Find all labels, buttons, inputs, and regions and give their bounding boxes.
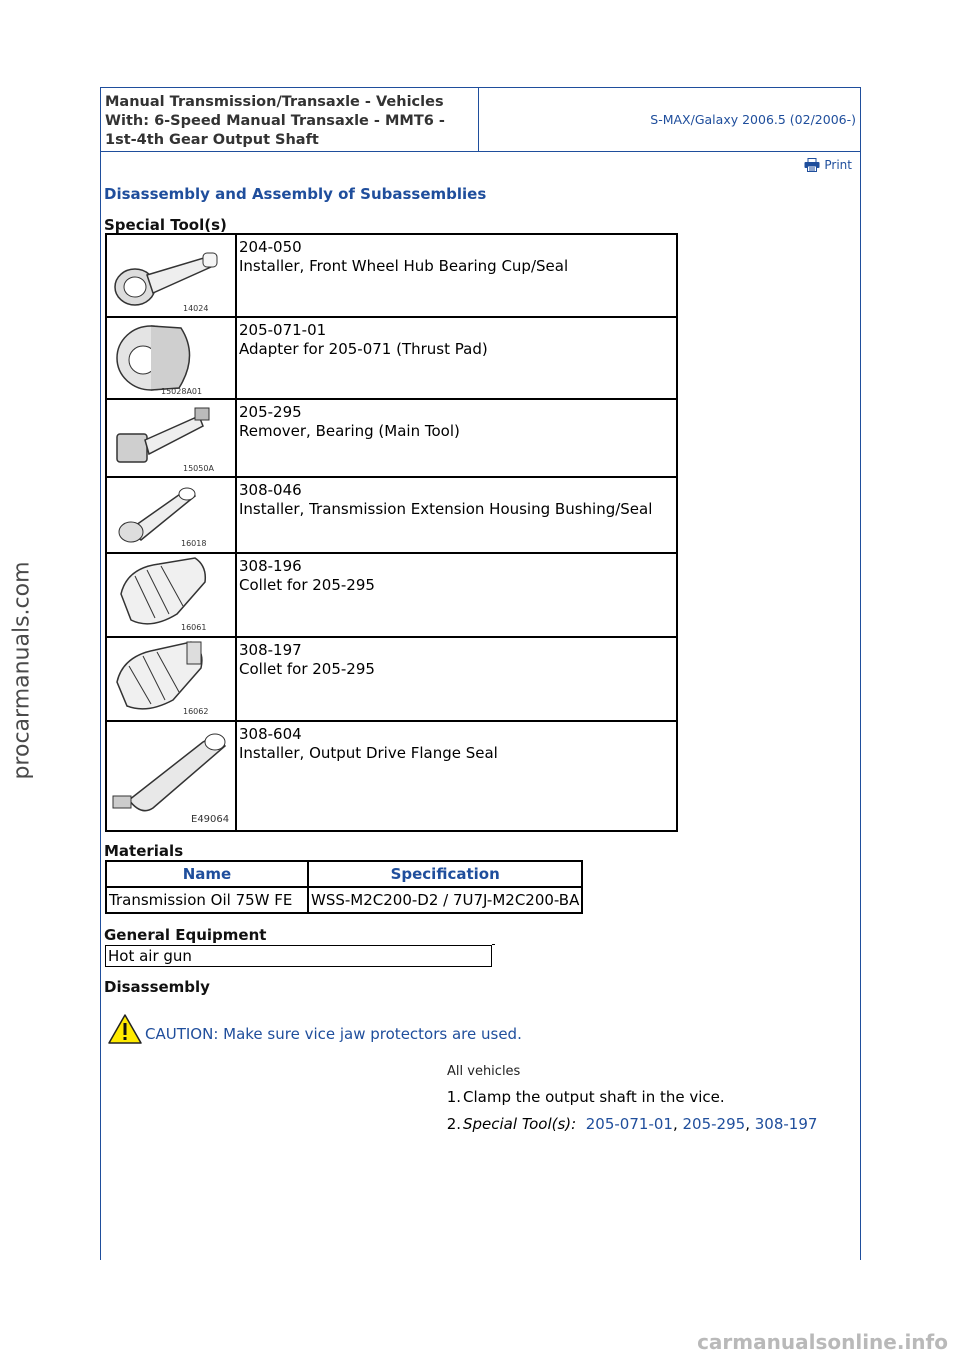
side-watermark bbox=[2, 560, 42, 780]
tool-description: Installer, Front Wheel Hub Bearing Cup/Seal bbox=[239, 257, 569, 275]
tool-number: 308-604 bbox=[239, 725, 302, 743]
vehicle-label: S-MAX/Galaxy 2006.5 (02/2006-) bbox=[650, 112, 856, 127]
caution-text: CAUTION: Make sure vice jaw protectors are used. bbox=[145, 1025, 522, 1043]
tool-image-code: E49064 bbox=[191, 814, 230, 825]
tool-row bbox=[106, 637, 677, 721]
tool-number: 308-197 bbox=[239, 641, 302, 659]
print-button[interactable] bbox=[804, 158, 852, 172]
tool-link[interactable]: 205-071-01 bbox=[585, 1115, 673, 1133]
table-row bbox=[106, 887, 582, 913]
tool-image-cell bbox=[106, 477, 236, 553]
tool-description: Collet for 205-295 bbox=[239, 660, 375, 678]
procedure-steps bbox=[433, 1088, 817, 1142]
tool-description: Collet for 205-295 bbox=[239, 576, 375, 594]
tool-number: 205-071-01 bbox=[239, 321, 327, 339]
caution-notice bbox=[107, 1013, 522, 1045]
tool-illustration bbox=[107, 400, 235, 476]
materials-heading: Materials bbox=[104, 842, 184, 860]
tool-image-code: 16062 bbox=[183, 707, 209, 716]
materials-col-specification: Specification bbox=[308, 861, 582, 887]
tool-description: Adapter for 205-071 (Thrust Pad) bbox=[239, 340, 488, 358]
tool-number: 308-196 bbox=[239, 557, 302, 575]
tool-illustration bbox=[107, 478, 235, 550]
material-specification: WSS-M2C200-D2 / 7U7J-M2C200-BA bbox=[308, 887, 582, 913]
tool-illustration bbox=[107, 318, 235, 398]
tool-image-cell bbox=[106, 399, 236, 477]
tool-text-cell bbox=[236, 317, 677, 399]
disassembly-heading: Disassembly bbox=[104, 978, 210, 996]
step-text: Special Tool(s): 205-071-01, 205-295, 308-197 bbox=[463, 1115, 818, 1133]
materials-header-row bbox=[106, 861, 582, 887]
equipment-table-corner bbox=[492, 944, 495, 945]
header-title-line: Manual Transmission/Transaxle - Vehicles bbox=[105, 94, 444, 110]
list-item bbox=[433, 1115, 817, 1134]
tool-row bbox=[106, 553, 677, 637]
materials-col-name: Name bbox=[106, 861, 308, 887]
tool-image-cell bbox=[106, 637, 236, 721]
applicability-label: All vehicles bbox=[447, 1064, 521, 1079]
tool-link[interactable]: 308-197 bbox=[754, 1115, 818, 1133]
printer-icon bbox=[804, 158, 820, 172]
tool-image-code: 14024 bbox=[183, 304, 209, 313]
header-title bbox=[101, 88, 479, 152]
general-equipment-heading: General Equipment bbox=[104, 926, 267, 944]
tool-text-cell bbox=[236, 553, 677, 637]
tool-row bbox=[106, 234, 677, 317]
warning-icon bbox=[107, 1013, 143, 1045]
tool-image-code: 16018 bbox=[181, 539, 207, 548]
tool-text-cell bbox=[236, 234, 677, 317]
tool-image-cell bbox=[106, 553, 236, 637]
document-frame bbox=[100, 87, 861, 1260]
tool-description: Installer, Transmission Extension Housing Bushing/Seal bbox=[239, 500, 653, 518]
tool-link[interactable]: 205-295 bbox=[682, 1115, 746, 1133]
bottom-watermark: carmanualsonline.info bbox=[697, 1330, 948, 1354]
tool-image-code: 16061 bbox=[181, 623, 207, 632]
step-number: 2. bbox=[446, 1115, 461, 1133]
tool-number: 204-050 bbox=[239, 238, 302, 256]
tool-row bbox=[106, 317, 677, 399]
step-text: Clamp the output shaft in the vice. bbox=[463, 1088, 725, 1106]
tool-image-cell bbox=[106, 317, 236, 399]
materials-table bbox=[105, 860, 583, 914]
tool-number: 205-295 bbox=[239, 403, 302, 421]
tool-illustration bbox=[107, 554, 235, 634]
tool-text-cell bbox=[236, 399, 677, 477]
tool-image-code: 15050A bbox=[183, 464, 214, 473]
tool-description: Installer, Output Drive Flange Seal bbox=[239, 744, 498, 762]
tool-row bbox=[106, 399, 677, 477]
tool-illustration bbox=[107, 638, 235, 718]
section-title: Disassembly and Assembly of Subassemblies bbox=[104, 185, 487, 203]
tool-number: 308-046 bbox=[239, 481, 302, 499]
tool-image-cell bbox=[106, 234, 236, 317]
tool-image-code: 15028A01 bbox=[161, 387, 203, 396]
side-watermark-text: procarmanuals.com bbox=[9, 560, 35, 780]
step-number: 1. bbox=[446, 1088, 461, 1106]
tool-illustration bbox=[107, 722, 235, 828]
special-tools-prefix: Special Tool(s): bbox=[463, 1115, 577, 1133]
tool-text-cell bbox=[236, 637, 677, 721]
tool-text-cell bbox=[236, 477, 677, 553]
list-item bbox=[433, 1088, 817, 1107]
tool-illustration bbox=[107, 235, 235, 315]
header-title-line: With: 6-Speed Manual Transaxle - MMT6 - bbox=[105, 113, 445, 129]
header-title-line: 1st-4th Gear Output Shaft bbox=[105, 132, 319, 148]
tool-row bbox=[106, 477, 677, 553]
equipment-item: Hot air gun bbox=[105, 945, 492, 967]
special-tools-table bbox=[105, 233, 678, 832]
tool-image-cell bbox=[106, 721, 236, 831]
special-tools-heading: Special Tool(s) bbox=[104, 216, 227, 234]
tool-description: Remover, Bearing (Main Tool) bbox=[239, 422, 460, 440]
tool-text-cell bbox=[236, 721, 677, 831]
print-label: Print bbox=[824, 158, 852, 172]
header-vehicle bbox=[479, 88, 860, 152]
material-name: Transmission Oil 75W FE bbox=[106, 887, 308, 913]
tool-row bbox=[106, 721, 677, 831]
